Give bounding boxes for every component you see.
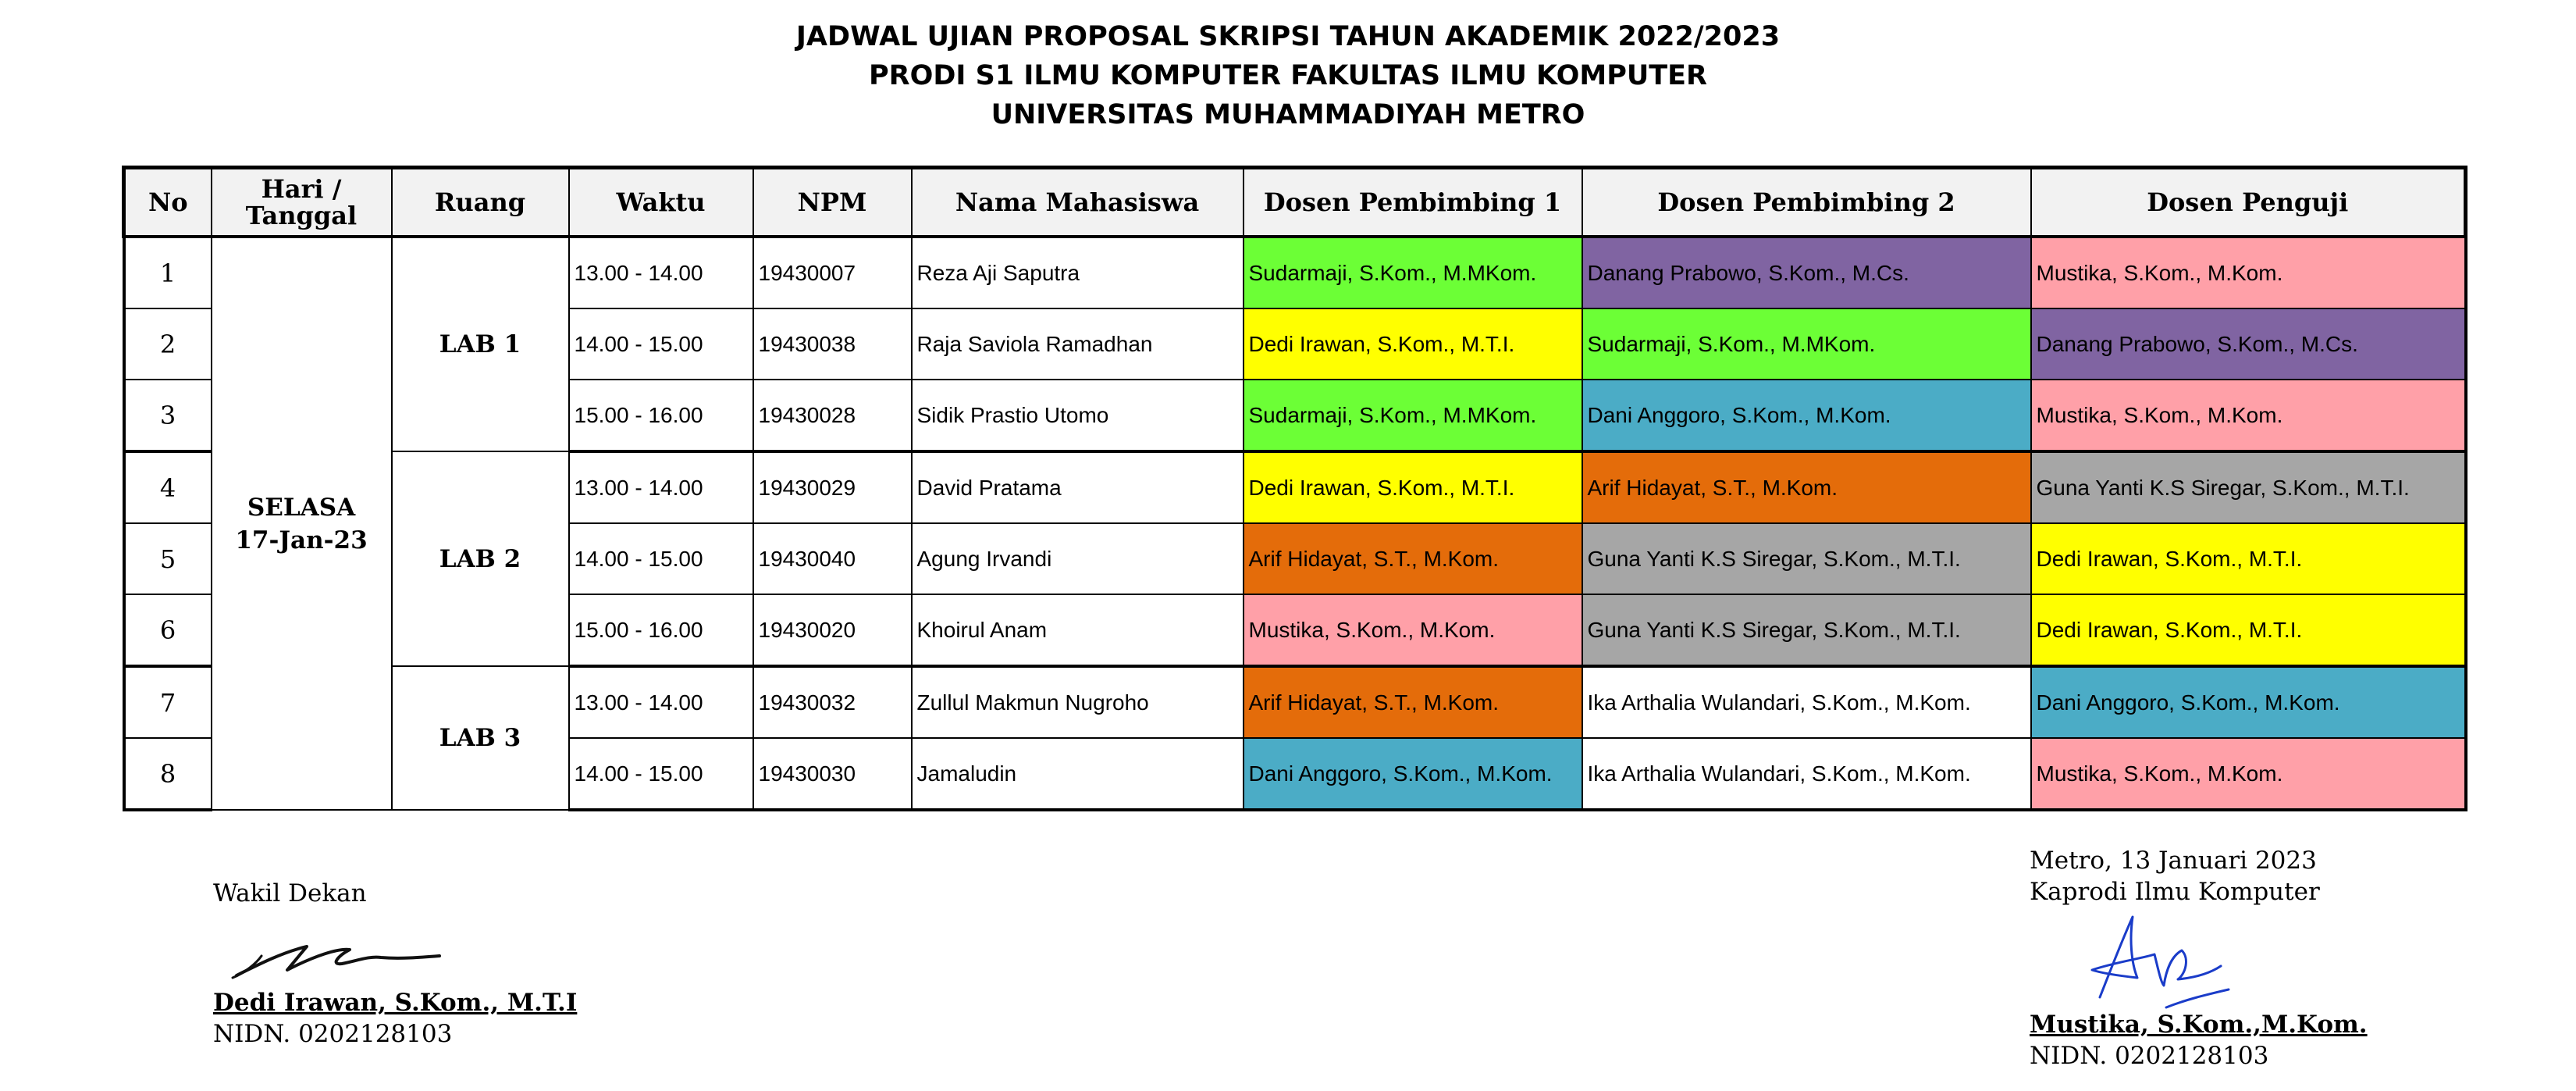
row-npm: 19430038 bbox=[753, 308, 912, 380]
row-examiner: Dani Anggoro, S.Kom., M.Kom. bbox=[2031, 666, 2466, 738]
header-npm: NPM bbox=[753, 168, 912, 237]
signature-block-right bbox=[2030, 845, 2368, 1071]
row-advisor-2: Dani Anggoro, S.Kom., M.Kom. bbox=[1582, 380, 2031, 451]
row-advisor-2: Arif Hidayat, S.T., M.Kom. bbox=[1582, 451, 2031, 523]
row-npm: 19430032 bbox=[753, 666, 912, 738]
header-day: Hari / Tanggal bbox=[212, 168, 392, 237]
row-no: 4 bbox=[124, 451, 212, 523]
header-no: No bbox=[124, 168, 212, 237]
handwritten-signature-icon bbox=[213, 909, 447, 987]
row-advisor-2: Sudarmaji, S.Kom., M.MKom. bbox=[1582, 308, 2031, 380]
row-examiner: Mustika, S.Kom., M.Kom. bbox=[2031, 380, 2466, 451]
title-line-3: UNIVERSITAS MUHAMMADIYAH METRO bbox=[991, 99, 1585, 130]
row-examiner: Mustika, S.Kom., M.Kom. bbox=[2031, 237, 2466, 308]
row-student: Zullul Makmun Nugroho bbox=[912, 666, 1244, 738]
row-time: 13.00 - 14.00 bbox=[569, 237, 753, 308]
row-npm: 19430007 bbox=[753, 237, 912, 308]
place-date: Metro, 13 Januari 2023 bbox=[2030, 847, 2317, 875]
row-no: 5 bbox=[124, 523, 212, 594]
signer-nidn: NIDN. 0202128103 bbox=[213, 1020, 453, 1048]
header-row bbox=[124, 168, 2466, 237]
row-time: 14.00 - 15.00 bbox=[569, 523, 753, 594]
row-time: 13.00 - 14.00 bbox=[569, 666, 753, 738]
row-student: Khoirul Anam bbox=[912, 594, 1244, 666]
row-advisor-1: Arif Hidayat, S.T., M.Kom. bbox=[1244, 666, 1582, 738]
header-student: Nama Mahasiswa bbox=[912, 168, 1244, 237]
room-lab-1: LAB 1 bbox=[392, 237, 569, 451]
signer-name: Mustika, S.Kom.,M.Kom. bbox=[2030, 1011, 2368, 1039]
row-time: 15.00 - 16.00 bbox=[569, 380, 753, 451]
row-advisor-1: Sudarmaji, S.Kom., M.MKom. bbox=[1244, 380, 1582, 451]
table-row bbox=[124, 666, 2466, 738]
row-examiner: Dedi Irawan, S.Kom., M.T.I. bbox=[2031, 523, 2466, 594]
row-student: Agung Irvandi bbox=[912, 523, 1244, 594]
row-time: 14.00 - 15.00 bbox=[569, 738, 753, 810]
title-line-1: JADWAL UJIAN PROPOSAL SKRIPSI TAHUN AKADEMIK 2022/2023 bbox=[795, 21, 1781, 52]
row-student: Jamaludin bbox=[912, 738, 1244, 810]
row-npm: 19430030 bbox=[753, 738, 912, 810]
row-no: 8 bbox=[124, 738, 212, 810]
row-advisor-2: Guna Yanti K.S Siregar, S.Kom., M.T.I. bbox=[1582, 523, 2031, 594]
row-student: Reza Aji Saputra bbox=[912, 237, 1244, 308]
row-student: Sidik Prastio Utomo bbox=[912, 380, 1244, 451]
row-advisor-2: Ika Arthalia Wulandari, S.Kom., M.Kom. bbox=[1582, 738, 2031, 810]
document-title bbox=[0, 17, 2576, 134]
row-examiner: Dedi Irawan, S.Kom., M.T.I. bbox=[2031, 594, 2466, 666]
row-time: 15.00 - 16.00 bbox=[569, 594, 753, 666]
signer-role: Kaprodi Ilmu Komputer bbox=[2030, 878, 2320, 906]
table-row bbox=[124, 237, 2466, 308]
table-row bbox=[124, 451, 2466, 523]
row-npm: 19430040 bbox=[753, 523, 912, 594]
row-advisor-1: Dani Anggoro, S.Kom., M.Kom. bbox=[1244, 738, 1582, 810]
row-advisor-2: Ika Arthalia Wulandari, S.Kom., M.Kom. bbox=[1582, 666, 2031, 738]
header-room: Ruang bbox=[392, 168, 569, 237]
header-examiner: Dosen Penguji bbox=[2031, 168, 2466, 237]
row-time: 13.00 - 14.00 bbox=[569, 451, 753, 523]
row-advisor-1: Mustika, S.Kom., M.Kom. bbox=[1244, 594, 1582, 666]
room-lab-2: LAB 2 bbox=[392, 451, 569, 666]
row-no: 1 bbox=[124, 237, 212, 308]
row-no: 6 bbox=[124, 594, 212, 666]
day-name: SELASA bbox=[247, 493, 356, 522]
row-examiner: Danang Prabowo, S.Kom., M.Cs. bbox=[2031, 308, 2466, 380]
row-time: 14.00 - 15.00 bbox=[569, 308, 753, 380]
signature-block-left bbox=[213, 878, 577, 1050]
row-npm: 19430028 bbox=[753, 380, 912, 451]
signer-nidn: NIDN. 0202128103 bbox=[2030, 1042, 2269, 1070]
row-advisor-1: Dedi Irawan, S.Kom., M.T.I. bbox=[1244, 451, 1582, 523]
row-examiner: Mustika, S.Kom., M.Kom. bbox=[2031, 738, 2466, 810]
row-advisor-2: Danang Prabowo, S.Kom., M.Cs. bbox=[1582, 237, 2031, 308]
row-student: Raja Saviola Ramadhan bbox=[912, 308, 1244, 380]
signer-role: Wakil Dekan bbox=[213, 879, 367, 907]
row-npm: 19430020 bbox=[753, 594, 912, 666]
room-lab-3: LAB 3 bbox=[392, 666, 569, 810]
header-advisor-2: Dosen Pembimbing 2 bbox=[1582, 168, 2031, 237]
row-examiner: Guna Yanti K.S Siregar, S.Kom., M.T.I. bbox=[2031, 451, 2466, 523]
exam-schedule-table bbox=[122, 166, 2467, 811]
day-cell bbox=[212, 237, 392, 810]
row-no: 3 bbox=[124, 380, 212, 451]
row-advisor-2: Guna Yanti K.S Siregar, S.Kom., M.T.I. bbox=[1582, 594, 2031, 666]
handwritten-signature-icon bbox=[2030, 907, 2264, 1009]
title-line-2: PRODI S1 ILMU KOMPUTER FAKULTAS ILMU KOMPUTER bbox=[869, 60, 1707, 91]
day-date: 17-Jan-23 bbox=[235, 526, 368, 554]
row-npm: 19430029 bbox=[753, 451, 912, 523]
row-no: 7 bbox=[124, 666, 212, 738]
row-advisor-1: Arif Hidayat, S.T., M.Kom. bbox=[1244, 523, 1582, 594]
signer-name: Dedi Irawan, S.Kom., M.T.I bbox=[213, 989, 578, 1017]
row-advisor-1: Dedi Irawan, S.Kom., M.T.I. bbox=[1244, 308, 1582, 380]
header-advisor-1: Dosen Pembimbing 1 bbox=[1244, 168, 1582, 237]
header-time: Waktu bbox=[569, 168, 753, 237]
row-advisor-1: Sudarmaji, S.Kom., M.MKom. bbox=[1244, 237, 1582, 308]
row-student: David Pratama bbox=[912, 451, 1244, 523]
row-no: 2 bbox=[124, 308, 212, 380]
